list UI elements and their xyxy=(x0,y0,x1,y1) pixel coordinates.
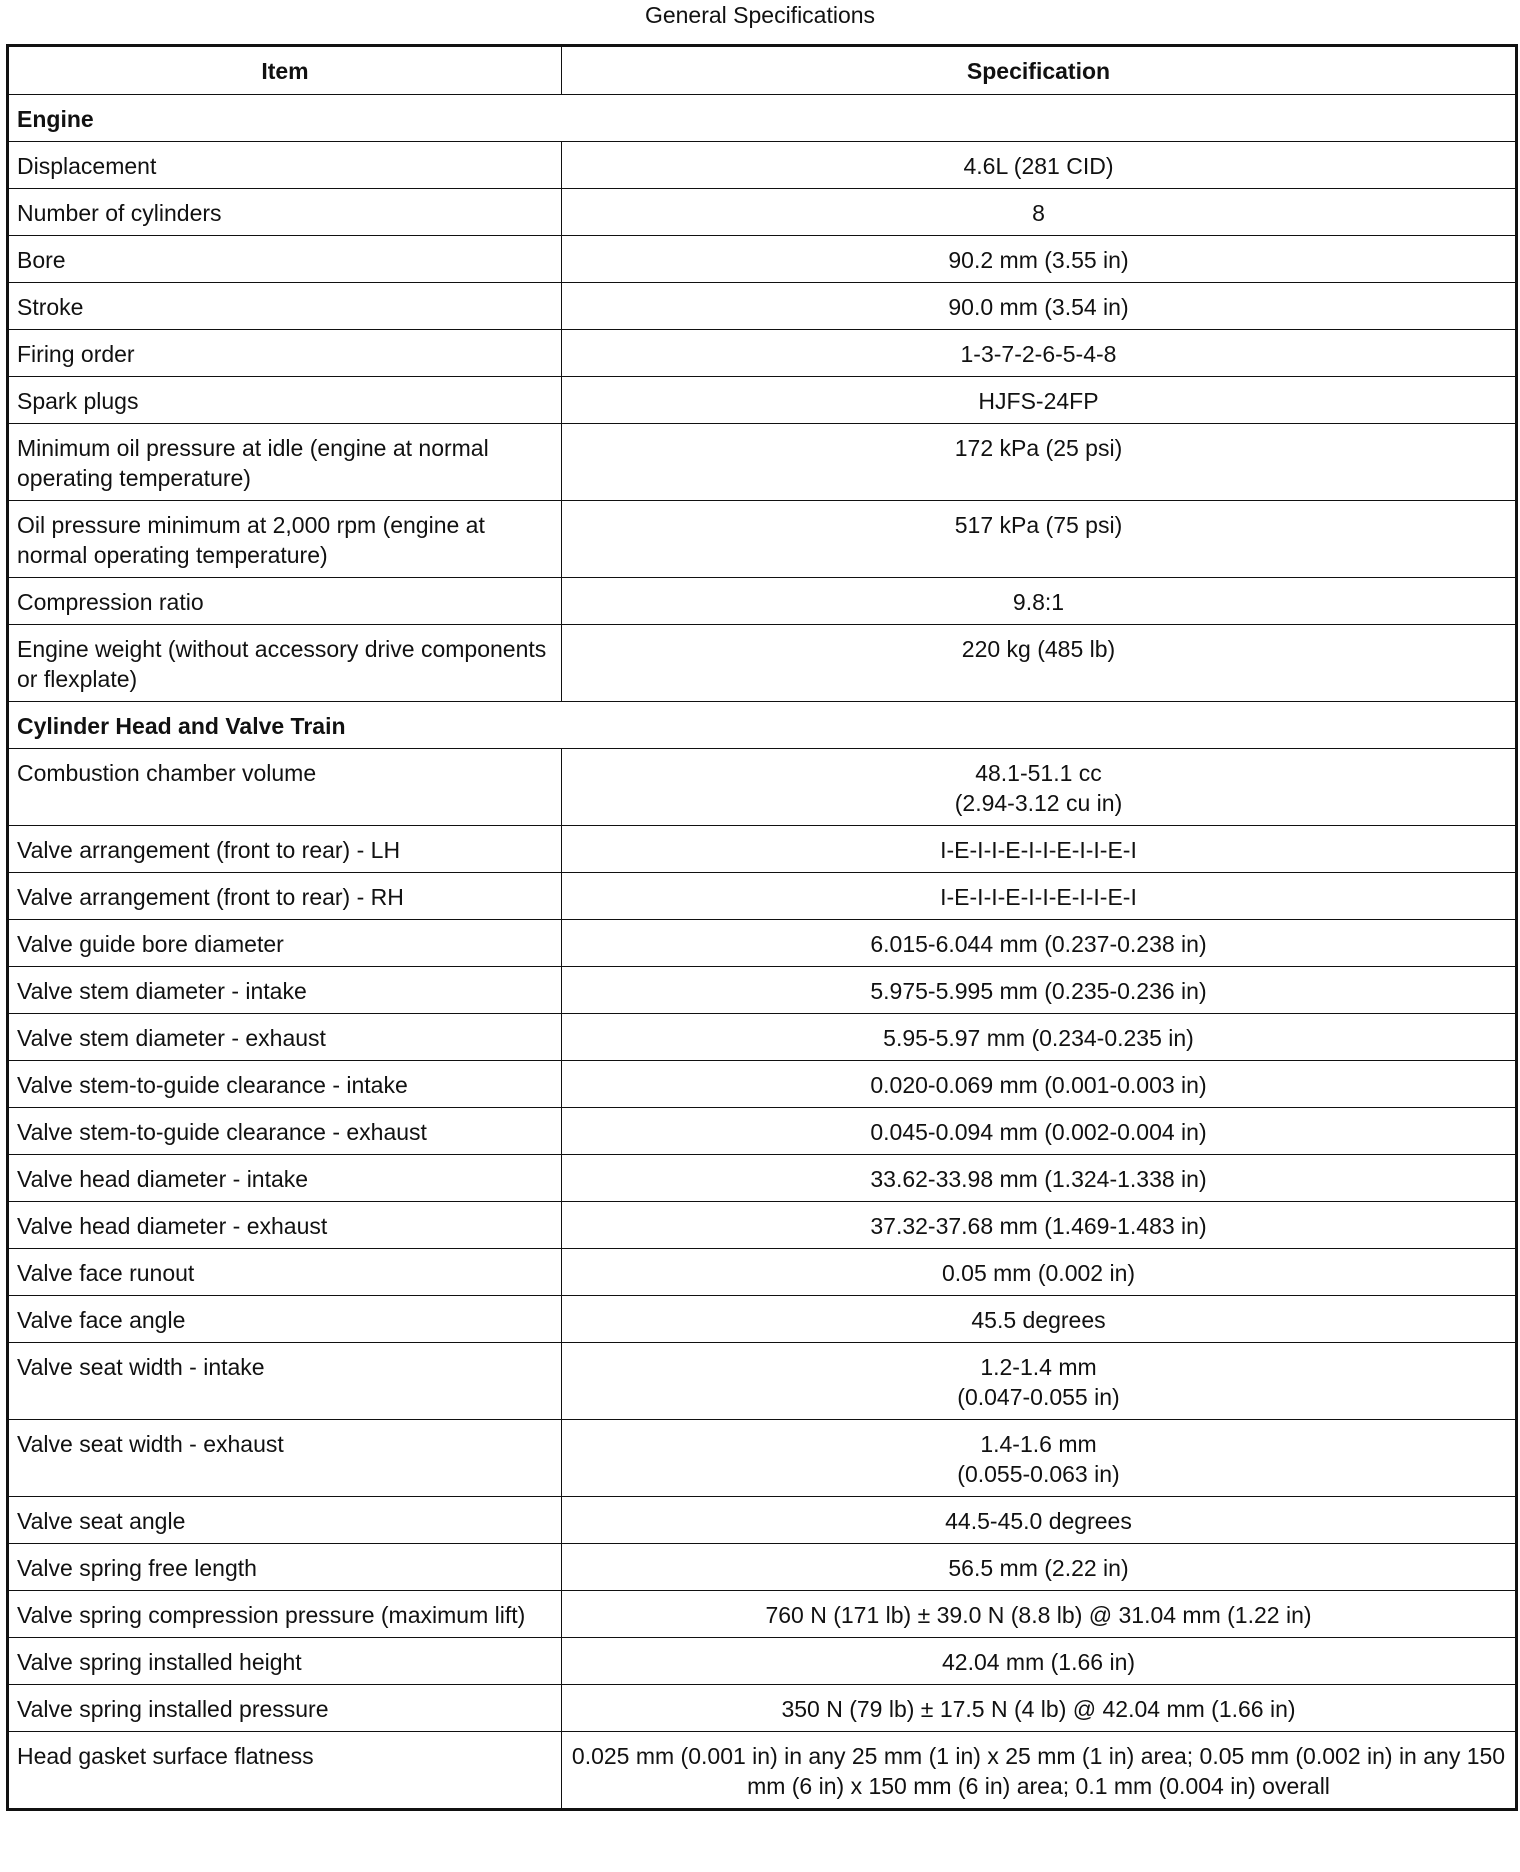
item-cell: Valve arrangement (front to rear) - LH xyxy=(8,826,562,873)
table-row xyxy=(8,1202,1517,1249)
specification-cell xyxy=(562,920,1517,967)
specification-cell xyxy=(562,142,1517,189)
specification-line: 1.2-1.4 mm xyxy=(980,1354,1097,1380)
specification-line: 0.05 mm (0.002 in) xyxy=(941,1260,1136,1286)
item-cell: Valve stem-to-guide clearance - exhaust xyxy=(8,1108,562,1155)
section-heading: Cylinder Head and Valve Train xyxy=(8,702,1517,749)
column-header-item: Item xyxy=(8,46,562,95)
table-row xyxy=(8,424,1517,501)
item-cell: Oil pressure minimum at 2,000 rpm (engine at normal operating temperature) xyxy=(8,501,562,578)
item-cell: Head gasket surface flatness xyxy=(8,1732,562,1810)
table-row xyxy=(8,873,1517,920)
section-row xyxy=(8,95,1517,142)
specification-cell xyxy=(562,967,1517,1014)
specification-cell xyxy=(562,625,1517,702)
item-cell: Valve spring free length xyxy=(8,1544,562,1591)
item-cell: Valve stem-to-guide clearance - intake xyxy=(8,1061,562,1108)
item-cell: Spark plugs xyxy=(8,377,562,424)
table-row xyxy=(8,236,1517,283)
table-row xyxy=(8,826,1517,873)
specification-cell xyxy=(562,1343,1517,1420)
specification-cell xyxy=(562,1685,1517,1732)
item-cell: Engine weight (without accessory drive components or flexplate) xyxy=(8,625,562,702)
column-header-specification: Specification xyxy=(562,46,1517,95)
specification-line: 0.020-0.069 mm (0.001-0.003 in) xyxy=(870,1072,1207,1098)
item-cell: Stroke xyxy=(8,283,562,330)
table-row xyxy=(8,1638,1517,1685)
specification-line: 9.8:1 xyxy=(1012,589,1065,615)
table-row xyxy=(8,330,1517,377)
item-cell: Valve face runout xyxy=(8,1249,562,1296)
specification-line: 517 kPa (75 psi) xyxy=(954,512,1123,538)
specification-cell xyxy=(562,1732,1517,1810)
table-row xyxy=(8,1014,1517,1061)
specification-cell xyxy=(562,1497,1517,1544)
table-row xyxy=(8,1544,1517,1591)
specification-line: 5.95-5.97 mm (0.234-0.235 in) xyxy=(883,1025,1194,1051)
specification-cell xyxy=(562,578,1517,625)
specification-cell xyxy=(562,749,1517,826)
table-row xyxy=(8,1732,1517,1810)
specification-line: 90.2 mm (3.55 in) xyxy=(948,247,1129,273)
table-row xyxy=(8,189,1517,236)
specification-cell xyxy=(562,1249,1517,1296)
table-row xyxy=(8,1685,1517,1732)
specification-line: 4.6L (281 CID) xyxy=(963,153,1114,179)
table-row xyxy=(8,749,1517,826)
table-header xyxy=(8,46,1517,95)
specification-cell xyxy=(562,1014,1517,1061)
specification-cell xyxy=(562,1296,1517,1343)
table-body xyxy=(8,95,1517,1810)
specification-line: 1-3-7-2-6-5-4-8 xyxy=(960,341,1117,367)
specification-cell xyxy=(562,826,1517,873)
item-cell: Compression ratio xyxy=(8,578,562,625)
specification-line: 350 N (79 lb) ± 17.5 N (4 lb) @ 42.04 mm (1.66 in) xyxy=(781,1696,1296,1722)
item-cell: Valve spring installed height xyxy=(8,1638,562,1685)
specification-line: 33.62-33.98 mm (1.324-1.338 in) xyxy=(870,1166,1207,1192)
specification-cell xyxy=(562,501,1517,578)
table-caption: General Specifications xyxy=(644,2,876,28)
specification-cell xyxy=(562,1638,1517,1685)
specification-line: HJFS-24FP xyxy=(978,388,1099,414)
table-row xyxy=(8,377,1517,424)
specification-cell xyxy=(562,1108,1517,1155)
specification-line: 56.5 mm (2.22 in) xyxy=(948,1555,1129,1581)
item-cell: Valve arrangement (front to rear) - RH xyxy=(8,873,562,920)
table-row xyxy=(8,1591,1517,1638)
item-cell: Valve head diameter - intake xyxy=(8,1155,562,1202)
specification-line: 42.04 mm (1.66 in) xyxy=(941,1649,1136,1675)
table-row xyxy=(8,1343,1517,1420)
specification-line: 220 kg (485 lb) xyxy=(961,636,1116,662)
item-cell: Valve stem diameter - exhaust xyxy=(8,1014,562,1061)
table-row xyxy=(8,1108,1517,1155)
specification-line: 8 xyxy=(1032,200,1045,226)
item-cell: Valve seat width - intake xyxy=(8,1343,562,1420)
specification-line: 48.1-51.1 cc xyxy=(975,760,1102,786)
specification-cell xyxy=(562,1202,1517,1249)
specification-line: (0.047-0.055 in) xyxy=(957,1384,1120,1410)
item-cell: Minimum oil pressure at idle (engine at normal operating temperature) xyxy=(8,424,562,501)
specification-cell xyxy=(562,873,1517,920)
specification-cell xyxy=(562,283,1517,330)
general-specifications-table xyxy=(6,44,1518,1811)
specification-line: 6.015-6.044 mm (0.237-0.238 in) xyxy=(870,931,1207,957)
specification-line: 5.975-5.995 mm (0.235-0.236 in) xyxy=(870,978,1207,1004)
item-cell: Valve face angle xyxy=(8,1296,562,1343)
specification-cell xyxy=(562,1544,1517,1591)
item-cell: Valve stem diameter - intake xyxy=(8,967,562,1014)
item-cell: Number of cylinders xyxy=(8,189,562,236)
specification-cell xyxy=(562,1155,1517,1202)
item-cell: Bore xyxy=(8,236,562,283)
item-cell: Combustion chamber volume xyxy=(8,749,562,826)
table-row xyxy=(8,967,1517,1014)
table-row xyxy=(8,1155,1517,1202)
table-row xyxy=(8,1420,1517,1497)
specification-cell xyxy=(562,189,1517,236)
table-row xyxy=(8,1296,1517,1343)
specification-line: 37.32-37.68 mm (1.469-1.483 in) xyxy=(870,1213,1207,1239)
section-heading: Engine xyxy=(8,95,1517,142)
item-cell: Valve seat width - exhaust xyxy=(8,1420,562,1497)
header-row xyxy=(8,46,1517,95)
specification-line: (0.055-0.063 in) xyxy=(957,1461,1120,1487)
table-row xyxy=(8,1497,1517,1544)
specification-cell xyxy=(562,424,1517,501)
section-row xyxy=(8,702,1517,749)
item-cell: Valve guide bore diameter xyxy=(8,920,562,967)
item-cell: Valve head diameter - exhaust xyxy=(8,1202,562,1249)
table-row xyxy=(8,501,1517,578)
item-cell: Displacement xyxy=(8,142,562,189)
table-row xyxy=(8,283,1517,330)
specification-line: 0.045-0.094 mm (0.002-0.004 in) xyxy=(870,1119,1207,1145)
specification-line: 760 N (171 lb) ± 39.0 N (8.8 lb) @ 31.04 mm (1.22 in) xyxy=(765,1602,1312,1628)
specification-cell xyxy=(562,1061,1517,1108)
table-row xyxy=(8,1249,1517,1296)
table-row xyxy=(8,920,1517,967)
specification-cell xyxy=(562,377,1517,424)
specification-line: 1.4-1.6 mm xyxy=(980,1431,1097,1457)
specification-cell xyxy=(562,1591,1517,1638)
specification-line: 45.5 degrees xyxy=(971,1307,1106,1333)
specification-line: I-E-I-I-E-I-I-E-I-I-E-I xyxy=(940,884,1137,910)
table-row xyxy=(8,1061,1517,1108)
item-cell: Valve spring installed pressure xyxy=(8,1685,562,1732)
specification-cell xyxy=(562,236,1517,283)
specification-cell xyxy=(562,1420,1517,1497)
table-row xyxy=(8,142,1517,189)
specification-line: 44.5-45.0 degrees xyxy=(945,1508,1132,1534)
specification-line: I-E-I-I-E-I-I-E-I-I-E-I xyxy=(940,837,1137,863)
table-row xyxy=(8,578,1517,625)
specification-cell xyxy=(562,330,1517,377)
specification-line: 172 kPa (25 psi) xyxy=(954,435,1123,461)
item-cell: Firing order xyxy=(8,330,562,377)
specification-line: (2.94-3.12 cu in) xyxy=(954,790,1123,816)
item-cell: Valve seat angle xyxy=(8,1497,562,1544)
table-row xyxy=(8,625,1517,702)
specification-line: 0.025 mm (0.001 in) in any 25 mm (1 in) x 25 mm (1 in) area; 0.05 mm (0.002 in) in any 150 mm (6 in) x 150 mm (6 in) area; 0.1 mm (0.004 in) overall xyxy=(571,1743,1506,1799)
specification-line: 90.0 mm (3.54 in) xyxy=(948,294,1129,320)
item-cell: Valve spring compression pressure (maximum lift) xyxy=(8,1591,562,1638)
